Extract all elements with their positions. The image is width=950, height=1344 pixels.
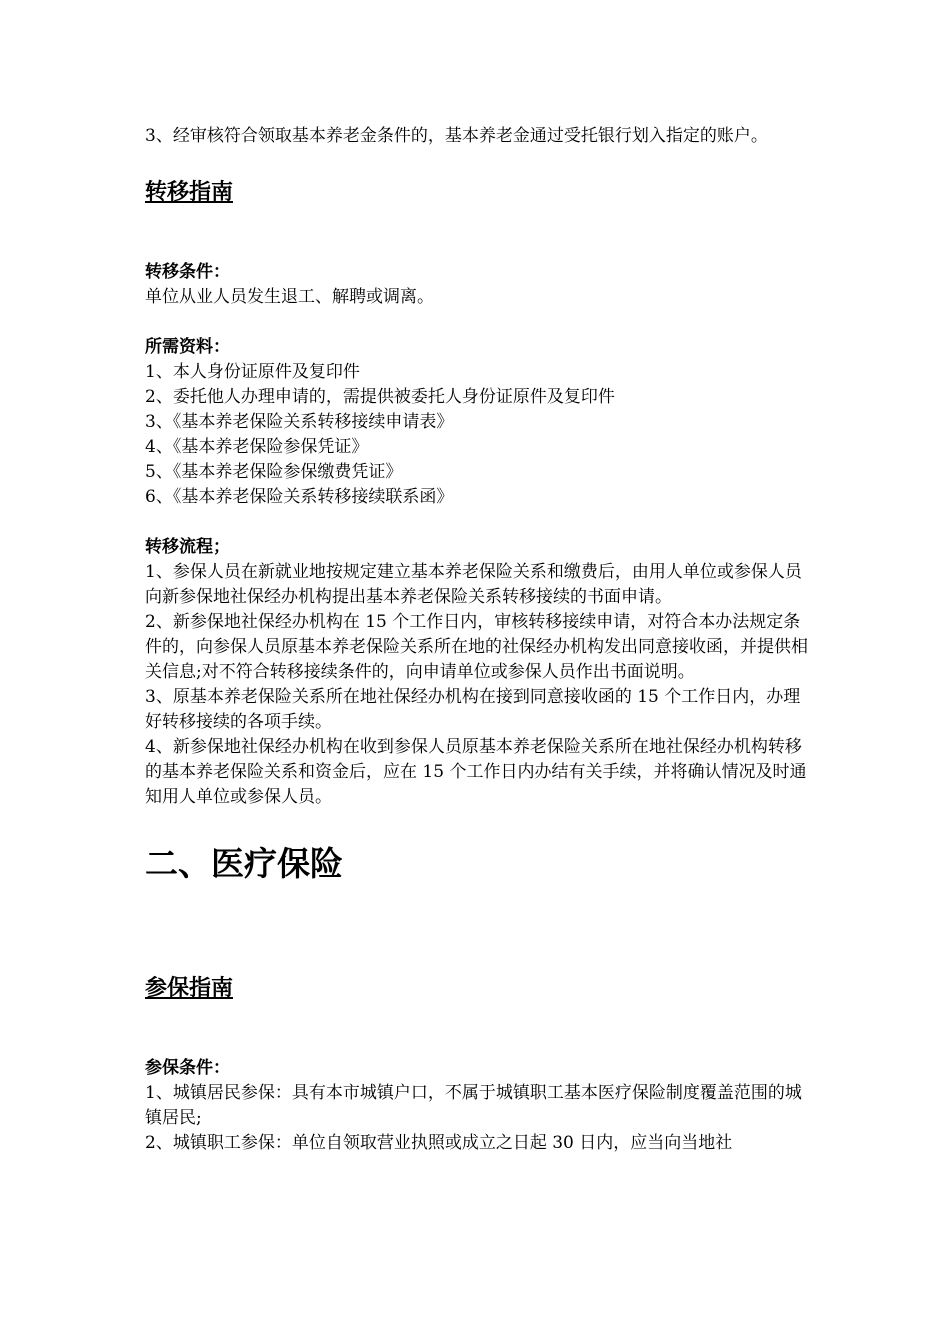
enroll-conditions-label: 参保条件： bbox=[145, 1058, 230, 1078]
transfer-guide-heading: 转移指南 bbox=[145, 180, 234, 205]
medical-insurance-title: 二、医疗保险 bbox=[145, 844, 343, 883]
transfer-process-label: 转移流程； bbox=[145, 537, 230, 557]
process-step: 1、参保人员在新就业地按规定建立基本养老保险关系和缴费后，由用人单位或参保人员向新参保地社保经办机构提出基本养老保险关系转移接续的书面申请。 bbox=[145, 562, 802, 607]
enroll-guide-heading: 参保指南 bbox=[145, 976, 234, 1001]
transfer-conditions-text: 单位从业人员发生退工、解聘或调离。 bbox=[145, 287, 434, 307]
process-step: 4、新参保地社保经办机构在收到参保人员原基本养老保险关系所在地社保经办机构转移的基本养老保险关系和资金后，应在 15 个工作日内办结有关手续，并将确认情况及时通知用人单位或参保人员。 bbox=[145, 737, 807, 807]
enroll-item: 1、城镇居民参保：具有本市城镇户口，不属于城镇职工基本医疗保险制度覆盖范围的城镇居民; bbox=[145, 1083, 802, 1128]
intro-item-3: 3、经审核符合领取基本养老金条件的，基本养老金通过受托银行划入指定的账户。 bbox=[145, 126, 768, 146]
process-step: 3、原基本养老保险关系所在地社保经办机构在接到同意接收函的 15 个工作日内，办理好转移接续的各项手续。 bbox=[145, 687, 801, 732]
material-item: 6、《基本养老保险关系转移接续联系函》 bbox=[145, 487, 454, 507]
material-item: 4、《基本养老保险参保凭证》 bbox=[145, 437, 369, 457]
enroll-item: 2、城镇职工参保：单位自领取营业执照或成立之日起 30 日内，应当向当地社 bbox=[145, 1133, 733, 1153]
document-content bbox=[145, 124, 810, 1156]
material-item: 2、委托他人办理申请的，需提供被委托人身份证原件及复印件 bbox=[145, 387, 615, 407]
material-item: 5、《基本养老保险参保缴费凭证》 bbox=[145, 462, 403, 482]
process-step: 2、新参保地社保经办机构在 15 个工作日内，审核转移接续申请，对符合本办法规定条件的，向参保人员原基本养老保险关系所在地的社保经办机构发出同意接收函，并提供相关信息;对不符合转移接续条件的，向申请单位或参保人员作出书面说明。 bbox=[145, 612, 808, 682]
material-item: 3、《基本养老保险关系转移接续申请表》 bbox=[145, 412, 454, 432]
material-item: 1、本人身份证原件及复印件 bbox=[145, 362, 360, 382]
transfer-conditions-label: 转移条件： bbox=[145, 262, 230, 282]
transfer-materials-label: 所需资料： bbox=[145, 337, 230, 357]
